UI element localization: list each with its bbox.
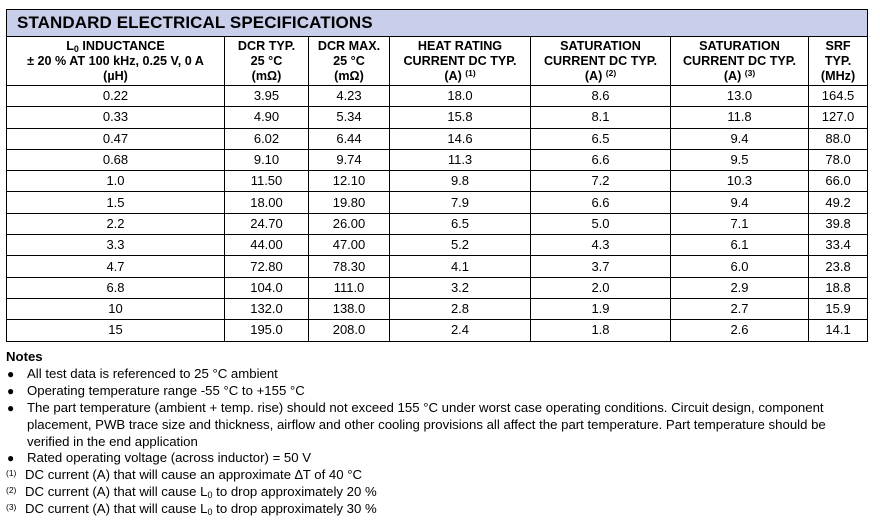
- inductance-cell: 1.5: [7, 192, 225, 213]
- table-row: [7, 128, 868, 149]
- bullet-icon: ●: [7, 384, 15, 399]
- srf-cell: 164.5: [809, 86, 868, 107]
- column-header-dcr-max: DCR MAX. 25 °C (mΩ): [309, 37, 390, 86]
- table-row: [7, 298, 868, 319]
- srf-cell: 88.0: [809, 128, 868, 149]
- dcr-typ-cell: 9.10: [225, 149, 309, 170]
- inductance-cell: 10: [7, 298, 225, 319]
- dcr-typ-cell: 6.02: [225, 128, 309, 149]
- inductance-cell: 0.68: [7, 149, 225, 170]
- dcr-max-cell: 5.34: [309, 107, 390, 128]
- dcr-max-cell: 47.00: [309, 235, 390, 256]
- inductance-cell: 0.22: [7, 86, 225, 107]
- note-bullet-item: ● The part temperature (ambient + temp. rise) should not exceed 155 °C under worst case operating conditions. Circuit design, component placement, PWB trace size and thickness, airflow and other cooling provisions all affect the part temperature. Part temperature should be verified in the end application: [7, 399, 826, 449]
- saturation-20-cell: 6.6: [531, 149, 671, 170]
- inductance-cell: 3.3: [7, 235, 225, 256]
- heat-rating-cell: 3.2: [390, 277, 531, 298]
- dcr-max-cell: 208.0: [309, 320, 390, 341]
- footnote-marker: (1): [6, 468, 17, 479]
- footnote-2: (2) DC current (A) that will cause $L_0$ to drop approximately 20 %: [6, 483, 377, 500]
- dcr-max-cell: 26.00: [309, 213, 390, 234]
- note-bullet-item: ● All test data is referenced to 25 °C ambient: [7, 366, 278, 382]
- saturation-30-cell: 2.6: [671, 320, 809, 341]
- saturation-30-cell: 11.8: [671, 107, 809, 128]
- saturation-30-cell: 10.3: [671, 171, 809, 192]
- saturation-30-cell: 7.1: [671, 213, 809, 234]
- dcr-max-cell: 78.30: [309, 256, 390, 277]
- srf-cell: 49.2: [809, 192, 868, 213]
- footnote-marker: (3): [6, 501, 17, 512]
- srf-cell: 78.0: [809, 149, 868, 170]
- table-row: [7, 149, 868, 170]
- saturation-30-cell: 9.4: [671, 128, 809, 149]
- srf-cell: 14.1: [809, 320, 868, 341]
- srf-cell: 18.8: [809, 277, 868, 298]
- saturation-20-cell: 8.1: [531, 107, 671, 128]
- saturation-30-cell: 9.4: [671, 192, 809, 213]
- srf-cell: 127.0: [809, 107, 868, 128]
- column-header-srf: SRF TYP. (MHz): [809, 37, 868, 86]
- saturation-30-cell: 13.0: [671, 86, 809, 107]
- heat-rating-cell: 7.9: [390, 192, 531, 213]
- table-row: [7, 86, 868, 107]
- heat-rating-cell: 6.5: [390, 213, 531, 234]
- dcr-max-cell: 12.10: [309, 171, 390, 192]
- table-title: STANDARD ELECTRICAL SPECIFICATIONS: [7, 10, 868, 37]
- inductance-cell: 1.0: [7, 171, 225, 192]
- footnote-3: (3) DC current (A) that will cause $L_0$ to drop approximately 30 %: [6, 500, 377, 517]
- saturation-30-cell: 2.9: [671, 277, 809, 298]
- table-row: [7, 277, 868, 298]
- dcr-typ-cell: 104.0: [225, 277, 309, 298]
- inductance-cell: 0.33: [7, 107, 225, 128]
- saturation-20-cell: 7.2: [531, 171, 671, 192]
- dcr-typ-cell: 132.0: [225, 298, 309, 319]
- note-bullet-item: ● Operating temperature range -55 °C to +155 °C: [7, 383, 305, 399]
- srf-cell: 23.8: [809, 256, 868, 277]
- saturation-20-cell: 4.3: [531, 235, 671, 256]
- table-row: [7, 256, 868, 277]
- column-header-dcr-typ: DCR TYP. 25 °C (mΩ): [225, 37, 309, 86]
- dcr-typ-cell: 72.80: [225, 256, 309, 277]
- saturation-20-cell: 5.0: [531, 213, 671, 234]
- heat-rating-cell: 5.2: [390, 235, 531, 256]
- notes-section: [6, 349, 867, 518]
- saturation-20-cell: 2.0: [531, 277, 671, 298]
- bullet-icon: ●: [7, 451, 15, 466]
- saturation-20-cell: 6.5: [531, 128, 671, 149]
- notes-heading: Notes: [6, 348, 43, 364]
- table-row: [7, 192, 868, 213]
- inductance-cell: 2.2: [7, 213, 225, 234]
- note-bullet-item: ● Rated operating voltage (across inductor) = 50 V: [7, 450, 312, 466]
- dcr-max-cell: 138.0: [309, 298, 390, 319]
- dcr-typ-cell: 4.90: [225, 107, 309, 128]
- heat-rating-cell: 2.4: [390, 320, 531, 341]
- column-header-inductance: $L_0$ INDUCTANCE ± 20 % AT 100 kHz, 0.25 V, 0 A (µH): [7, 37, 225, 86]
- saturation-20-cell: 3.7: [531, 256, 671, 277]
- dcr-typ-cell: 24.70: [225, 213, 309, 234]
- srf-cell: 15.9: [809, 298, 868, 319]
- dcr-max-cell: 19.80: [309, 192, 390, 213]
- footnote-1: (1) DC current (A) that will cause an approximate ∆T of 40 °C: [6, 467, 363, 483]
- column-header-row: [7, 37, 868, 86]
- dcr-typ-cell: 18.00: [225, 192, 309, 213]
- heat-rating-cell: 14.6: [390, 128, 531, 149]
- heat-rating-cell: 9.8: [390, 171, 531, 192]
- dcr-max-cell: 111.0: [309, 277, 390, 298]
- srf-cell: 39.8: [809, 213, 868, 234]
- saturation-30-cell: 6.0: [671, 256, 809, 277]
- dcr-max-cell: 6.44: [309, 128, 390, 149]
- inductance-cell: 0.47: [7, 128, 225, 149]
- heat-rating-cell: 4.1: [390, 256, 531, 277]
- electrical-spec-table: [6, 9, 868, 342]
- footnote-marker: (2): [6, 484, 17, 495]
- heat-rating-cell: 18.0: [390, 86, 531, 107]
- table-row: [7, 171, 868, 192]
- heat-rating-cell: 15.8: [390, 107, 531, 128]
- saturation-20-cell: 8.6: [531, 86, 671, 107]
- table-row: [7, 320, 868, 341]
- dcr-typ-cell: 11.50: [225, 171, 309, 192]
- srf-cell: 33.4: [809, 235, 868, 256]
- saturation-20-cell: 1.9: [531, 298, 671, 319]
- bullet-icon: ●: [7, 367, 15, 382]
- column-header-heat-rating-current: HEAT RATING CURRENT DC TYP. (A) $^{(1)}$: [390, 37, 531, 86]
- heat-rating-cell: 11.3: [390, 149, 531, 170]
- spec-sheet: [6, 9, 867, 518]
- table-row: [7, 107, 868, 128]
- saturation-30-cell: 9.5: [671, 149, 809, 170]
- dcr-max-cell: 9.74: [309, 149, 390, 170]
- saturation-30-cell: 2.7: [671, 298, 809, 319]
- table-row: [7, 213, 868, 234]
- column-header-saturation-current-20: SATURATION CURRENT DC TYP. (A) $^{(2)}$: [531, 37, 671, 86]
- inductance-cell: 6.8: [7, 277, 225, 298]
- saturation-30-cell: 6.1: [671, 235, 809, 256]
- dcr-typ-cell: 3.95: [225, 86, 309, 107]
- dcr-typ-cell: 44.00: [225, 235, 309, 256]
- table-row: [7, 235, 868, 256]
- dcr-typ-cell: 195.0: [225, 320, 309, 341]
- bullet-icon: ●: [7, 400, 15, 415]
- saturation-20-cell: 1.8: [531, 320, 671, 341]
- dcr-max-cell: 4.23: [309, 86, 390, 107]
- table-body: [7, 86, 868, 342]
- inductance-cell: 15: [7, 320, 225, 341]
- inductance-cell: 4.7: [7, 256, 225, 277]
- saturation-20-cell: 6.6: [531, 192, 671, 213]
- column-header-saturation-current-30: SATURATION CURRENT DC TYP. (A) $^{(3)}$: [671, 37, 809, 86]
- srf-cell: 66.0: [809, 171, 868, 192]
- heat-rating-cell: 2.8: [390, 298, 531, 319]
